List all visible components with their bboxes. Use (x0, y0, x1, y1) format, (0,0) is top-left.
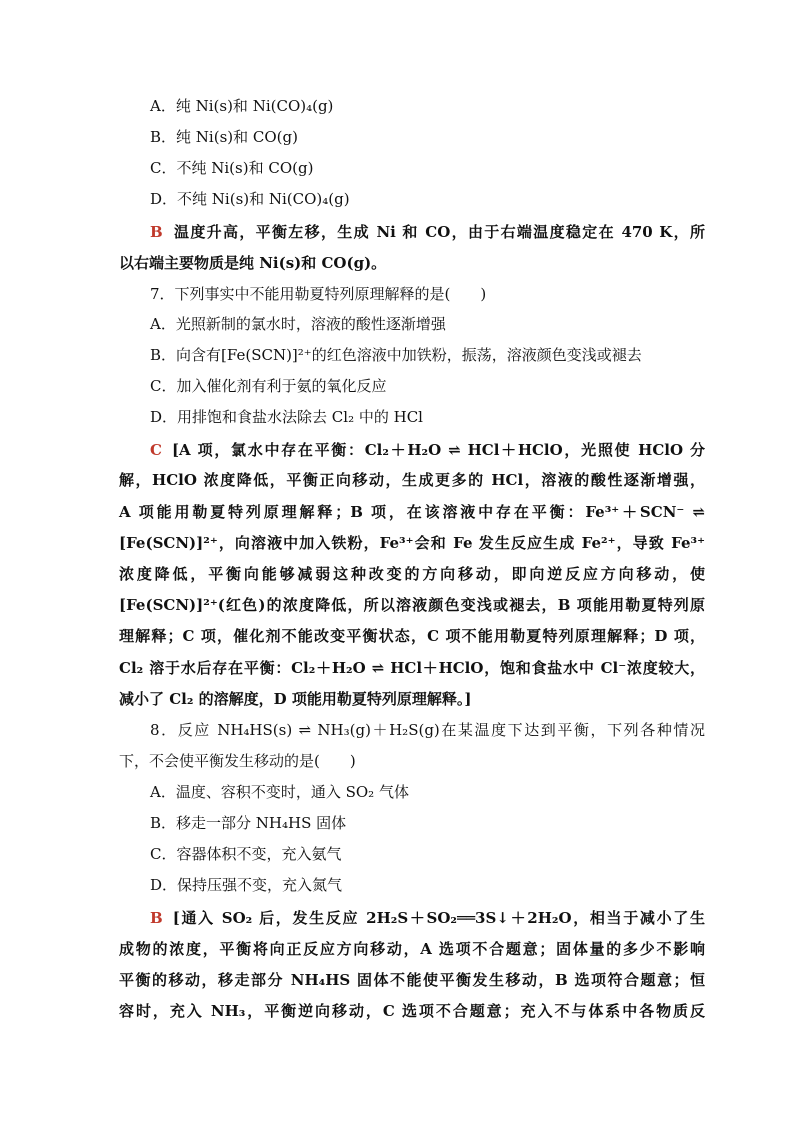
q7-answer-line-8: Cl₂ 溶于水后存在平衡：Cl₂＋H₂O ⇌ HCl＋HClO，饱和食盐水中 Cl⁻浓度较大， (119, 659, 705, 677)
q7-answer-letter: C (150, 441, 162, 459)
q7-answer-line-4: [Fe(SCN)]²⁺，向溶液中加入铁粉，Fe³⁺会和 Fe 发生反应生成 Fe²⁺，导致 Fe³⁺ (119, 534, 705, 552)
q7-answer-line-6: [Fe(SCN)]²⁺(红色)的浓度降低，所以溶液颜色变浅或褪去，B 项能用勒夏特列原 (119, 596, 705, 614)
q7-answer-line-9: 减小了 Cl₂ 的溶解度，D 项能用勒夏特列原理解释。] (119, 690, 472, 708)
q7-answer-line-1 (150, 440, 705, 460)
q8-stem-line-2: 下，不会使平衡发生移动的是( ) (119, 752, 356, 770)
q8-answer-text-1: [通入 SO₂ 后，发生反应 2H₂S＋SO₂══3S↓＋2H₂O，相当于减小了生 (172, 909, 705, 927)
q7-option-a: A．光照新制的氯水时，溶液的酸性逐渐增强 (150, 315, 446, 333)
q7-answer-line-5: 浓度降低，平衡向能够减弱这种改变的方向移动，即向逆反应方向移动，使 (119, 565, 705, 583)
q8-answer-line-4: 容时，充入 NH₃，平衡逆向移动，C 选项不合题意；充入不与体系中各物质反 (119, 1002, 705, 1020)
q6-answer-letter: B (150, 223, 163, 241)
q8-option-d: D．保持压强不变，充入氮气 (150, 876, 343, 894)
q8-answer-line-1 (150, 908, 705, 928)
q7-answer-line-2: 解，HClO 浓度降低，平衡正向移动，生成更多的 HCl，溶液的酸性逐渐增强， (119, 471, 705, 489)
q8-answer-line-2: 成物的浓度，平衡将向正反应方向移动，A 选项不合题意；固体量的多少不影响 (119, 940, 705, 958)
q8-answer-letter: B (150, 909, 163, 927)
q8-option-b: B．移走一部分 NH₄HS 固体 (150, 814, 347, 832)
q6-option-a: A．纯 Ni(s)和 Ni(CO)₄(g) (150, 97, 334, 115)
q7-answer-line-3: A 项能用勒夏特列原理解释；B 项，在该溶液中存在平衡：Fe³⁺＋SCN⁻ ⇌ (119, 503, 705, 521)
q6-option-c: C．不纯 Ni(s)和 CO(g) (150, 159, 314, 177)
q7-answer-line-7: 理解释；C 项，催化剂不能改变平衡状态，C 项不能用勒夏特列原理解释；D 项， (119, 627, 705, 645)
q7-answer-text-1: [A 项，氯水中存在平衡：Cl₂＋H₂O ⇌ HCl＋HClO，光照使 HClO 分 (171, 441, 705, 459)
q8-option-c: C．容器体积不变，充入氨气 (150, 845, 342, 863)
q8-stem-line-1: 8．反应 NH₄HS(s) ⇌ NH₃(g)＋H₂S(g)在某温度下达到平衡，下列各种情况 (150, 721, 705, 739)
q6-answer-line-2: 以右端主要物质是纯 Ni(s)和 CO(g)。 (119, 254, 387, 272)
q8-answer-line-3: 平衡的移动，移走部分 NH₄HS 固体不能使平衡发生移动，B 选项符合题意；恒 (119, 971, 705, 989)
q7-option-c: C．加入催化剂有利于氨的氧化反应 (150, 377, 387, 395)
q6-option-b: B．纯 Ni(s)和 CO(g) (150, 128, 298, 146)
q7-stem: 7．下列事实中不能用勒夏特列原理解释的是( ) (150, 285, 487, 303)
q7-option-d: D．用排饱和食盐水法除去 Cl₂ 中的 HCl (150, 408, 423, 426)
q6-answer-line-1 (150, 222, 705, 242)
q6-answer-text-1: 温度升高，平衡左移，生成 Ni 和 CO，由于右端温度稳定在 470 K，所 (172, 223, 705, 241)
q8-option-a: A．温度、容积不变时，通入 SO₂ 气体 (150, 783, 409, 801)
q7-option-b: B．向含有[Fe(SCN)]²⁺的红色溶液中加铁粉，振荡，溶液颜色变浅或褪去 (150, 346, 642, 364)
q6-option-d: D．不纯 Ni(s)和 Ni(CO)₄(g) (150, 190, 350, 208)
